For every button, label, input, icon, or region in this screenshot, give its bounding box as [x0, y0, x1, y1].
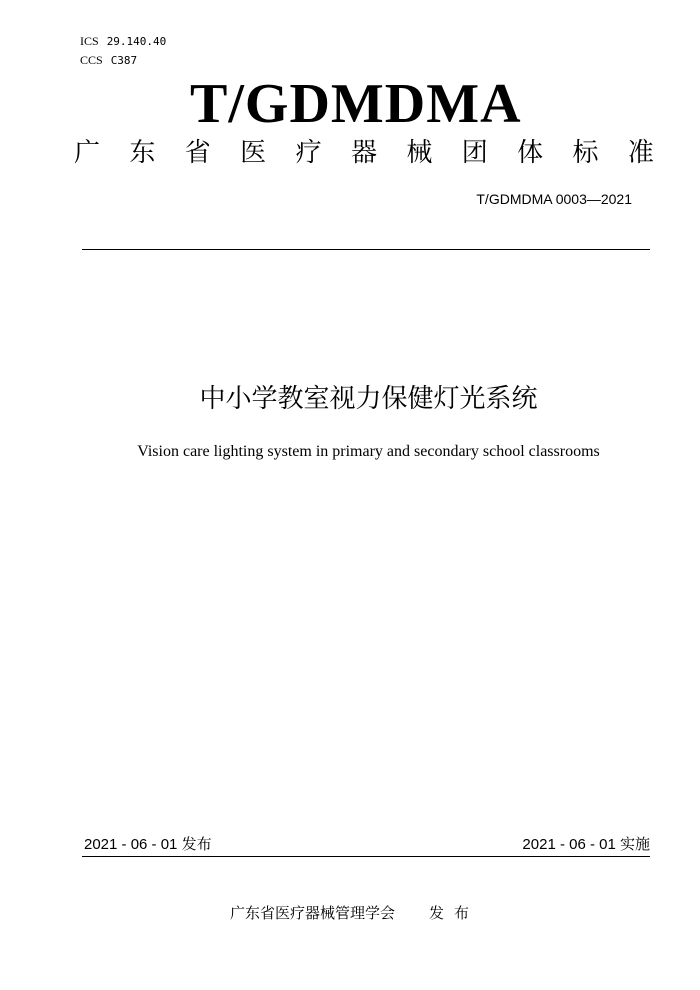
- org-title-char: 械: [406, 138, 433, 168]
- ics-code: [80, 34, 166, 49]
- org-title-char: 省: [184, 138, 211, 168]
- org-standard-title: [74, 136, 654, 170]
- release-date: 2021 - 06 - 01 发布: [84, 836, 212, 853]
- org-title-char: 医: [240, 138, 267, 168]
- document-title-chinese: 中小学教室视力保健灯光系统: [199, 384, 538, 414]
- header-divider: [82, 249, 650, 250]
- ccs-number: C387: [110, 54, 138, 67]
- publisher-line: [230, 903, 479, 923]
- ccs-code: [80, 53, 137, 68]
- ics-number: 29.140.40: [106, 35, 167, 48]
- ics-label: ICS: [80, 34, 99, 48]
- org-title-char: 疗: [295, 138, 322, 168]
- org-title-char: 体: [517, 138, 544, 168]
- footer-divider: [82, 856, 650, 857]
- org-title-char: 标: [572, 138, 599, 168]
- publisher-issued: 发布: [429, 904, 480, 922]
- publisher-name: 广东省医疗器械管理学会: [230, 904, 396, 922]
- document-title-english: Vision care lighting system in primary and secondary school classrooms: [137, 443, 600, 460]
- standard-number: T/GDMDMA 0003—2021: [476, 191, 632, 207]
- org-title-char: 准: [627, 138, 654, 168]
- org-title-char: 广: [74, 138, 101, 168]
- standard-logo-text: T/GDMDMA: [190, 73, 522, 135]
- implementation-date: 2021 - 06 - 01 实施: [522, 836, 650, 853]
- org-title-char: 器: [350, 138, 377, 168]
- org-title-char: 团: [461, 138, 488, 168]
- org-title-char: 东: [129, 138, 156, 168]
- ccs-label: CCS: [80, 53, 103, 67]
